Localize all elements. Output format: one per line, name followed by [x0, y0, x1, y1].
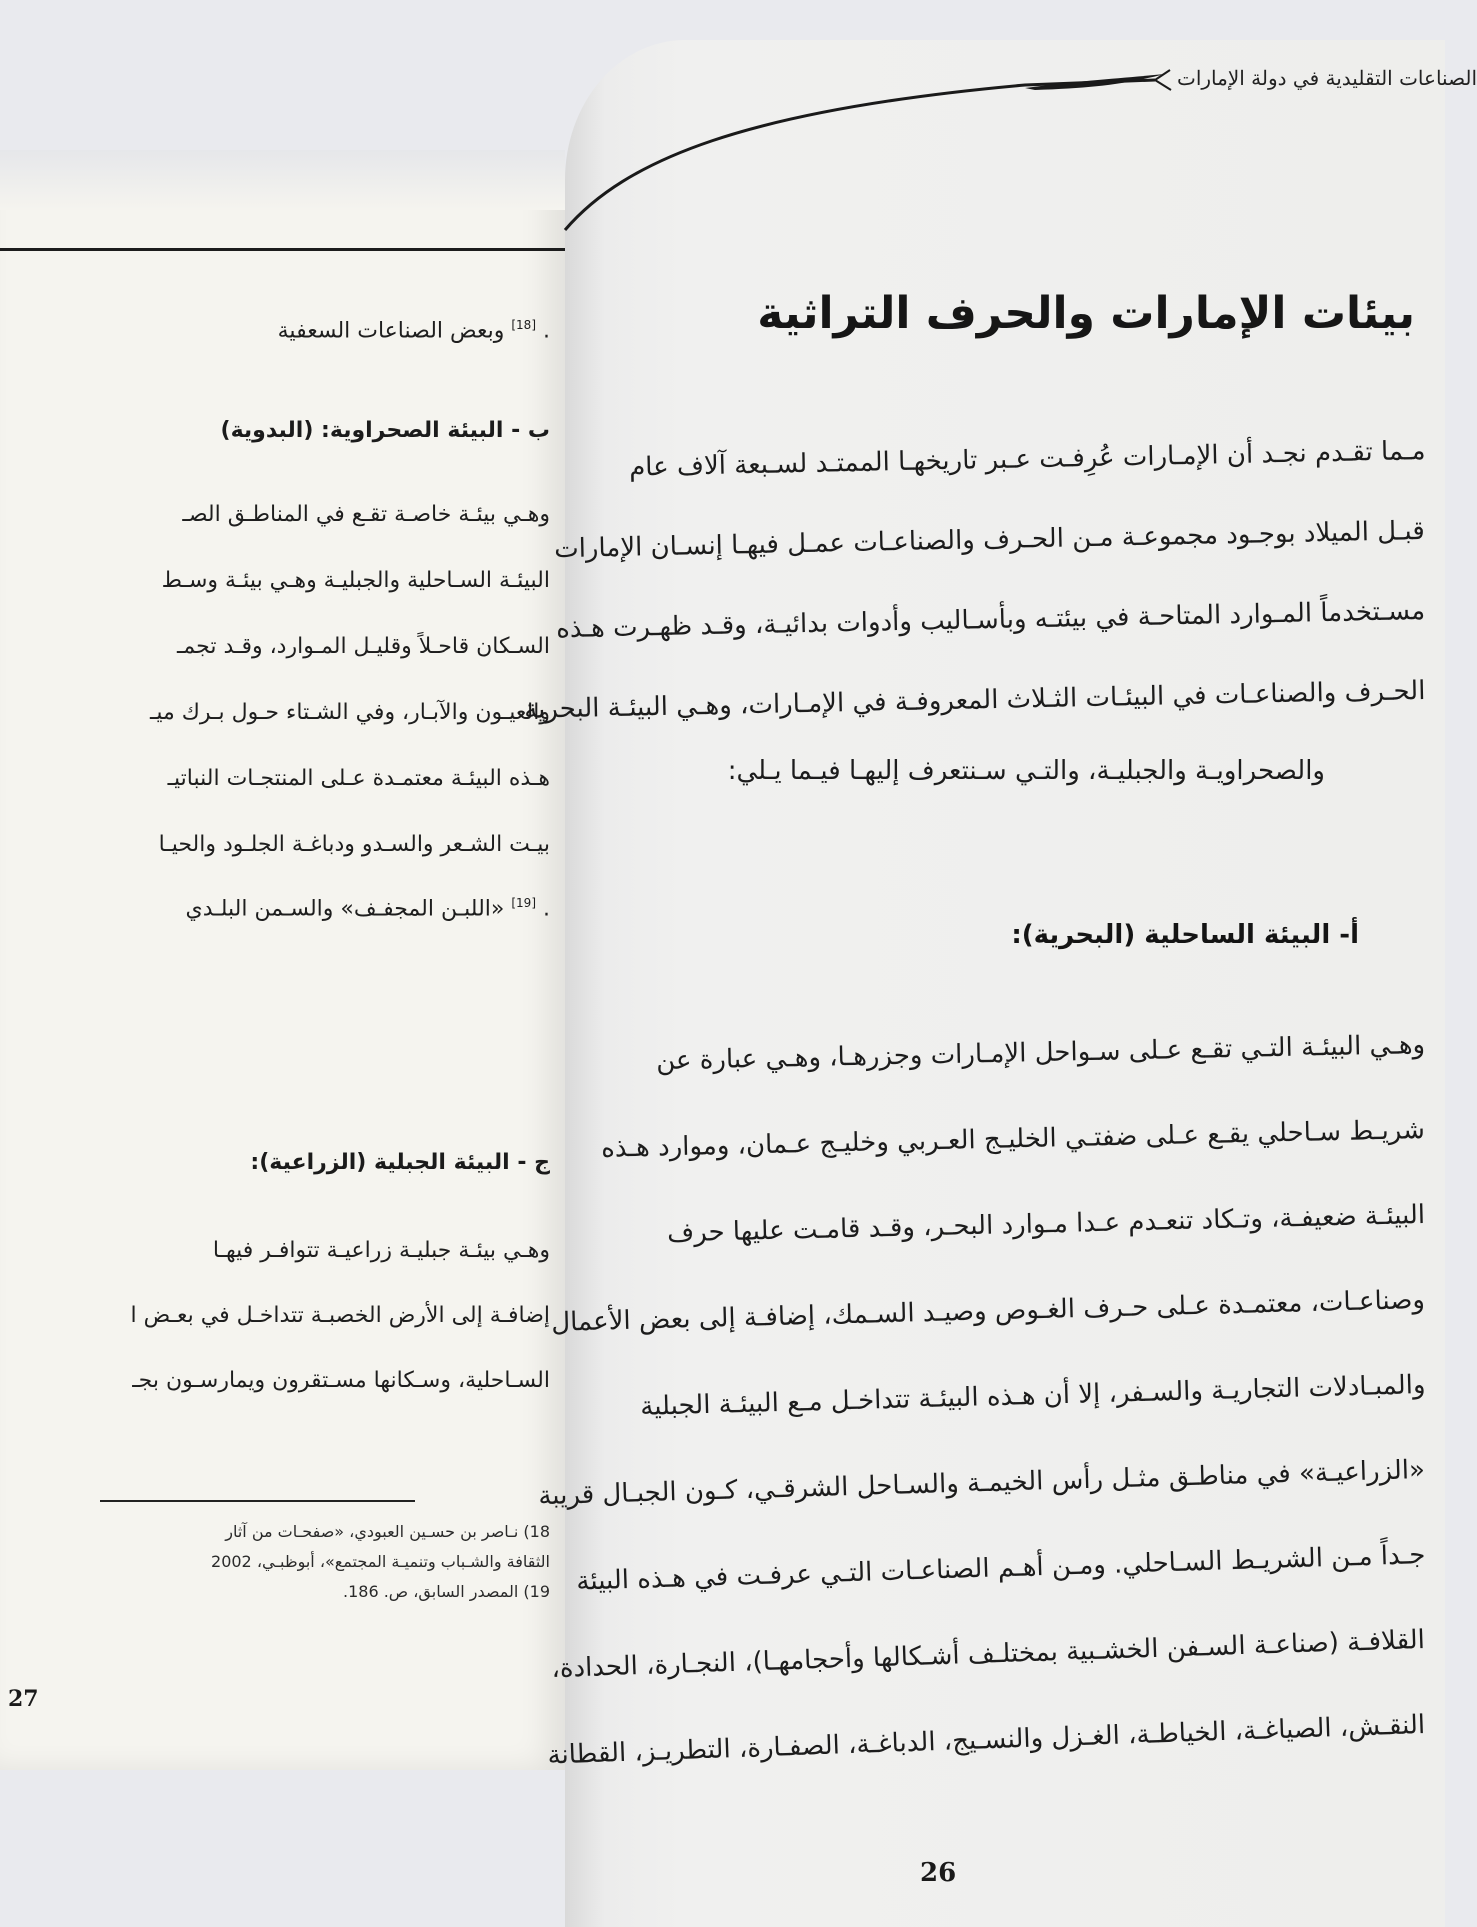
- paragraph-line: الحـرف والصناعـات في البيئـات الثـلاث المعروفـة في الإمـارات، وهـي البيئـة البحرية: [523, 676, 1426, 725]
- section-heading-coastal: أ- البيئة الساحلية (البحرية):: [1011, 920, 1359, 950]
- paragraph-line: شريـط سـاحلي يقـع عـلى ضفتـي الخليـج العـربي وخليـج عـمان، وموارد هـذه: [600, 1115, 1426, 1164]
- left-text-line: وهـي بيئـة جبليـة زراعيـة تتوافـر فيهـا: [212, 1238, 550, 1263]
- running-title: الصناعات التقليدية في دولة الإمارات: [1177, 66, 1477, 90]
- paragraph-line: والصحراويـة والجبليـة، والتـي سـنتعرف إليهـا فيـما يـلي:: [727, 756, 1325, 786]
- paragraph-line: وهـي البيئـة التـي تقـع عـلى سـواحل الإمـارات وجزرهـا، وهـي عبارة عن: [655, 1030, 1426, 1077]
- paragraph-line: قبـل الميلاد بوجـود مجموعـة مـن الحـرف والصناعـات عمـل فيهـا إنسـان الإمارات: [554, 516, 1426, 565]
- paragraph-line: القلافـة (صناعـة السـفن الخشـبية بمختلـف أشـكالها وأحجامهـا)، النجـارة، الحدادة،: [551, 1625, 1426, 1684]
- paragraph-line: مسـتخدماً المـوارد المتاحـة في بيئتـه وبأسـاليب وأدوات بدائيـة، وقـد ظهـرت هـذه: [555, 596, 1426, 645]
- left-text-line: . [19] «اللبـن المجفـف» والسـمن البلـدي: [185, 896, 550, 922]
- paragraph-line: وصناعـات، معتمـدة عـلى حـرف الغـوص وصيـد السـمك، إضافـة إلى بعض الأعمال: [551, 1285, 1426, 1338]
- paragraph-line: النقـش، الصياغـة، الخياطـة، الغـزل والنسـيج، الدباغـة، الصفـارة، التطريـز، القطانة: [546, 1710, 1426, 1771]
- footnote: الثقافة والشـباب وتنميـة المجتمع»، أبوظبـي، 2002: [211, 1552, 550, 1571]
- left-text-line: بيـت الشـعر والسـدو ودباغـة الجلـود والحيـا: [158, 832, 550, 857]
- left-text-line: إضافـة إلى الأرض الخصبـة تتداخـل في بعـض ا: [130, 1303, 550, 1328]
- footnote-rule: [100, 1500, 415, 1502]
- paragraph-line: البيئـة ضعيفـة، وتـكاد تنعـدم عـدا مـوارد البحـر، وقـد قامـت عليها حرف: [666, 1200, 1426, 1249]
- left-text-line: . [18] وبعض الصناعات السعفية: [277, 318, 550, 344]
- left-text-line: السـاحلية، وسـكانها مسـتقرون ويمارسـون بجـ: [132, 1368, 550, 1393]
- left-text-line: وهـي بيئـة خاصـة تقـع في المناطـق الصـ: [182, 502, 550, 527]
- left-text-line: هـذه البيئـة معتمـدة عـلى المنتجـات النباتيـ: [167, 766, 550, 791]
- header-rule: [0, 248, 565, 251]
- page-number-left: 27: [8, 1686, 39, 1712]
- paragraph-line: والمبـادلات التجاريـة والسـفر، إلا أن هـذه البيئـة تتداخـل مـع البيئـة الجبلية: [639, 1370, 1426, 1422]
- left-page: [0, 150, 565, 1770]
- paragraph-line: جـداً مـن الشريـط السـاحلي. ومـن أهـم الصناعـات التـي عرفـت في هـذه البيئة: [575, 1540, 1426, 1597]
- paragraph-line: «الزراعيـة» في مناطـق مثـل رأس الخيمـة والسـاحل الشرقـي، كـون الجبـال قريبة: [538, 1455, 1426, 1512]
- footnote: 19) المصدر السابق، ص. 186.: [342, 1582, 550, 1601]
- footnote: 18) نـاصر بن حسـين العبودي، «صفحـات من آثار: [225, 1522, 550, 1541]
- page-number-right: 26: [920, 1858, 957, 1888]
- left-text-line: السـكان قاحـلاً وقليـل المـوارد، وقـد تجمـ: [176, 634, 550, 659]
- section-heading-desert: ب - البيئة الصحراوية: (البدوية): [220, 418, 550, 443]
- page-title: بيئات الإمارات والحرف التراثية: [757, 288, 1415, 339]
- left-text-line: البيئـة السـاحلية والجبليـة وهـي بيئـة وسـط: [161, 568, 550, 593]
- paragraph-line: مـما تقـدم نجـد أن الإمـارات عُرِفـت عـبر تاريخهـا الممتـد لسـبعة آلاف عام: [628, 436, 1426, 483]
- left-text-line: والعيـون والآبـار، وفي الشـتاء حـول بـرك ميـ: [149, 700, 550, 725]
- section-heading-mountain: ج - البيئة الجبلية (الزراعية):: [250, 1150, 550, 1175]
- right-page: [523, 40, 1477, 1927]
